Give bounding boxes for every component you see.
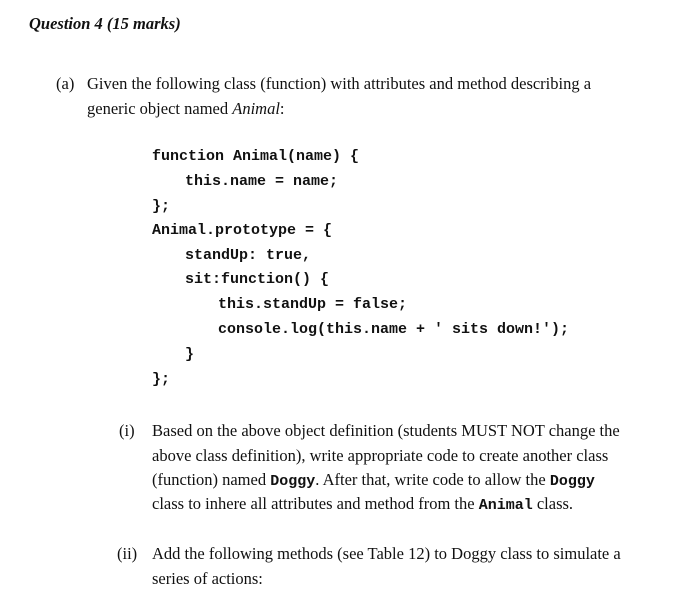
sub-ii-label: (ii) bbox=[117, 544, 138, 563]
sub-ii-line-2: series of actions: bbox=[152, 569, 263, 588]
sub-i-label: (i) bbox=[119, 421, 135, 440]
animal-code: Animal bbox=[478, 497, 533, 514]
sub-i-line-3-prefix: (function) named bbox=[152, 470, 271, 489]
sub-i-line-4 bbox=[152, 494, 573, 514]
animal-name: Animal bbox=[232, 99, 280, 118]
part-a-label: (a) bbox=[56, 74, 75, 93]
code-line: }; bbox=[152, 371, 171, 388]
code-line: Animal.prototype = { bbox=[152, 222, 333, 239]
sub-ii-line-1: Add the following methods (see Table 12) to Doggy class to simulate a bbox=[152, 544, 621, 563]
code-line: } bbox=[185, 346, 195, 363]
code-line: standUp: true, bbox=[185, 247, 312, 264]
code-line: this.standUp = false; bbox=[218, 296, 408, 313]
sub-i-line-3 bbox=[152, 470, 595, 490]
part-a-line-2 bbox=[87, 99, 285, 119]
part-a-line-2-prefix: generic object named bbox=[87, 99, 233, 118]
sub-i-line-4-prefix: class to inhere all attributes and method from the bbox=[152, 494, 479, 513]
part-a-line-2-suffix: : bbox=[279, 99, 285, 118]
doggy-code: Doggy bbox=[270, 473, 316, 490]
sub-i-line-1: Based on the above object definition (students MUST NOT change the bbox=[152, 421, 620, 440]
doggy-code-2: Doggy bbox=[549, 473, 595, 490]
code-line: console.log(this.name + ' sits down!'); bbox=[218, 321, 570, 338]
code-line: function Animal(name) { bbox=[152, 148, 360, 165]
question-title: Question 4 (15 marks) bbox=[29, 14, 181, 33]
sub-i-line-4-suffix: class. bbox=[532, 494, 574, 513]
code-line: }; bbox=[152, 198, 171, 215]
code-line: this.name = name; bbox=[185, 173, 339, 190]
sub-i-line-3-suffix: . After that, write code to allow the bbox=[315, 470, 550, 489]
code-line: sit:function() { bbox=[185, 271, 330, 288]
sub-i-line-2: above class definition), write appropriate code to create another class bbox=[152, 446, 609, 465]
part-a-line-1: Given the following class (function) with attributes and method describing a bbox=[87, 74, 592, 93]
